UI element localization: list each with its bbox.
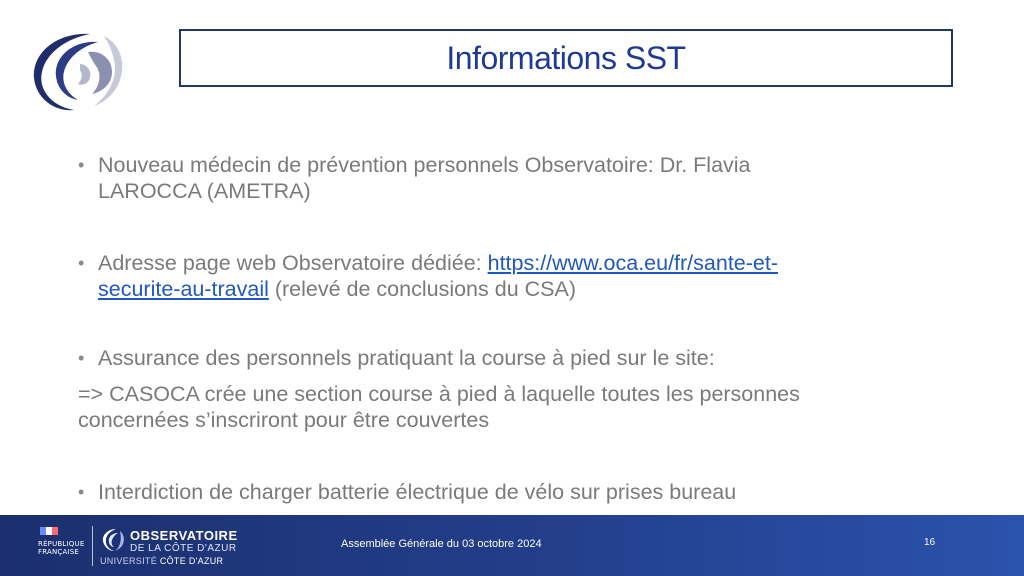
bullet-dot: • [78,482,85,502]
universite-word: UNIVERSITÉ [100,556,158,566]
casoca-paragraph [78,381,800,433]
web-link[interactable]: https://www.oca.eu/fr/sante-et- [487,251,779,275]
observatoire-small-logo-icon [100,527,126,553]
observatoire-subtitle: DE LA CÔTE D'AZUR [130,543,237,554]
universite-name: CÔTE D'AZUR [159,556,224,566]
title-box [179,29,953,87]
footer-divider [92,526,93,566]
bullet-text: Adresse page web Observatoire dédiée: [98,251,488,275]
paragraph-line: => CASOCA crée une section course à pied à laquelle toutes les personnes [78,382,800,406]
bullet-text-line: Interdiction de charger batterie électrique de vélo sur prises bureau [98,480,737,504]
bullet-text-line: Nouveau médecin de prévention personnels Observatoire: Dr. Flavia [98,153,751,177]
bullet-dot: • [78,348,85,368]
bullet-adresse [78,250,779,302]
universite-label [100,556,223,566]
footer-event-text: Assemblée Générale du 03 octobre 2024 [341,538,542,550]
web-link-continued[interactable]: securite-au-travail [98,277,269,301]
bullet-text: (relevé de conclusions du CSA) [268,277,576,301]
bullet-text-line: LAROCCA (AMETRA) [98,179,311,203]
republique-line: RÉPUBLIQUE [38,540,85,548]
page-number: 16 [924,537,936,548]
observatoire-name: OBSERVATOIRE [130,528,238,543]
bullet-text-line: Assurance des personnels pratiquant la course à pied sur le site: [98,346,715,370]
bullet-dot: • [78,155,85,175]
republique-francaise-label [38,540,84,556]
bullet-interdiction [78,479,737,505]
page-title: Informations SST [446,39,686,76]
bullet-medecin [78,152,751,204]
francaise-line: FRANÇAISE [38,548,80,556]
bullet-dot: • [78,253,85,273]
bullet-assurance [78,345,715,371]
paragraph-line: concernées s’inscriront pour être couvertes [78,408,490,432]
observatoire-logo [28,28,128,114]
